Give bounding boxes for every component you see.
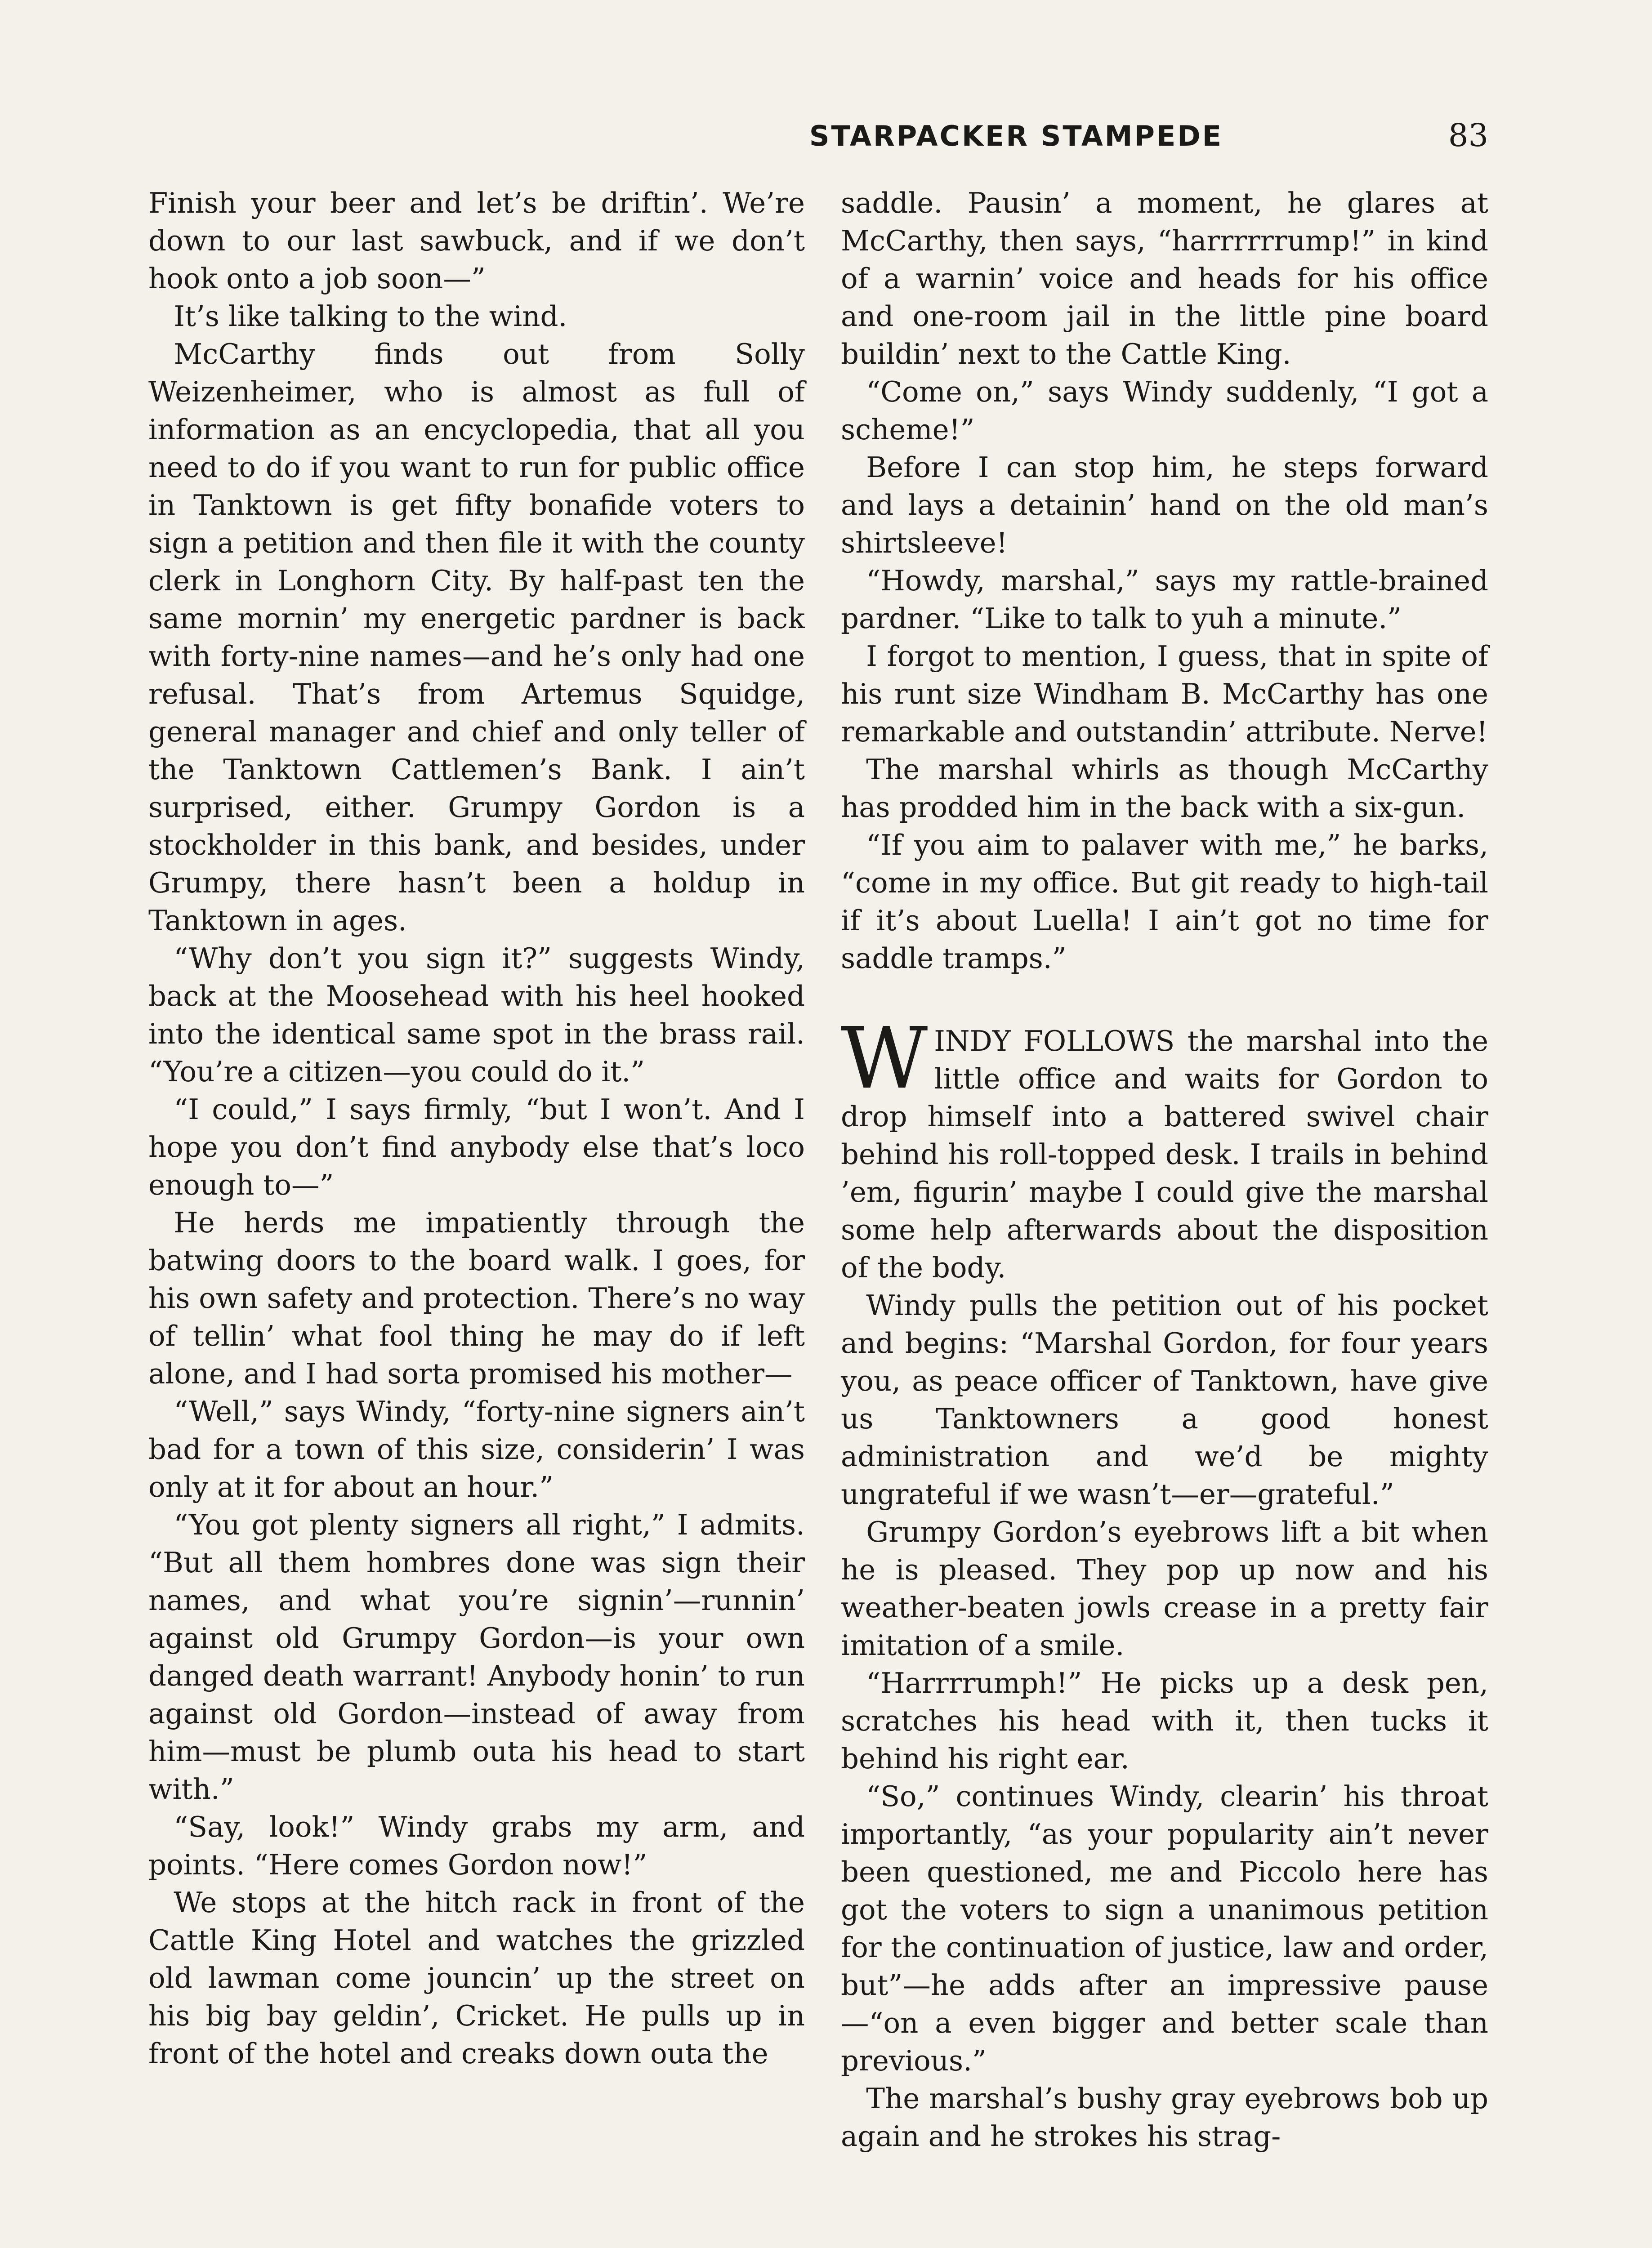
paragraph: “So,” continues Windy, clearin’ his throat importantly, “as your popularity ain’t never been questioned, me and Piccolo here has got the voters to sign a unanimous petition for the continuation of justice, law and order, but”—he adds after an impressive pause—“on a even bigger and better scale than previous.”: [841, 1780, 1488, 2077]
right-column: [841, 184, 1488, 2155]
paragraph: “Say, look!” Windy grabs my arm, and points. “Here comes Gordon now!”: [148, 1811, 805, 1881]
paragraph: Windy pulls the petition out of his pocket and begins: “Marshal Gordon, for four years you, as peace officer of Tanktown, have give us Tanktowners a good honest administration and we’d be mighty ungrateful if we wasn’t—er—grateful.”: [841, 1289, 1488, 1511]
paragraph: “Why don’t you sign it?” suggests Windy, back at the Moosehead with his heel hooked into the identical same spot in the brass rail. “You’re a citizen—you could do it.”: [148, 942, 805, 1088]
page-number: 83: [1448, 117, 1488, 154]
paragraph: McCarthy finds out from Solly Weizenheimer, who is almost as full of information as an encyclopedia, that all you need to do if you want to run for public office in Tanktown is get fifty bonafide voters to sign a petition and then file it with the county clerk in Longhorn City. By half-past ten the same mornin’ my energetic pardner is back with forty-nine names—and he’s only had one refusal. That’s from Artemus Squidge, general manager and chief and only teller of the Tanktown Cattlemen’s Bank. I ain’t surprised, either. Grumpy Gordon is a stockholder in this bank, and besides, under Grumpy, there hasn’t been a holdup in Tanktown in ages.: [148, 338, 805, 937]
left-column: [148, 184, 805, 2073]
paragraph: Before I can stop him, he steps forward and lays a detainin’ hand on the old man’s shirtsleeve!: [841, 451, 1488, 559]
paragraph: “Well,” says Windy, “forty-nine signers ain’t bad for a town of this size, considerin’ I was only at it for about an hour.”: [148, 1395, 805, 1503]
paragraph: I forgot to mention, I guess, that in spite of his runt size Windham B. McCarthy has one remarkable and outstandin’ attribute. Nerve!: [841, 640, 1488, 748]
paragraph: It’s like talking to the wind.: [174, 300, 567, 333]
paragraph: “Come on,” says Windy suddenly, “I got a scheme!”: [841, 375, 1488, 446]
opening-text: INDY FOLLOWS the marshal into the little office and waits for Gordon to drop himself into a battered swivel chair behind his roll-topped desk. I trails in behind ’em, figurin’ maybe I could give the marshal some help afterwards about the disposition of the body.: [841, 1025, 1488, 1284]
paragraph: He herds me impatiently through the batwing doors to the board walk. I goes, for his own safety and protection. There’s no way of tellin’ what fool thing he may do if left alone, and I had sorta promised his mother—: [148, 1206, 805, 1390]
paragraph: “You got plenty signers all right,” I admits. “But all them hombres done was sign their names, and what you’re signin’—runnin’ against old Grumpy Gordon—is your own danged death warrant! Anybody honin’ to run against old Gordon—instead of away from him—must be plumb outa his head to start with.”: [148, 1508, 805, 1806]
paragraph: “Howdy, marshal,” says my rattle-brained pardner. “Like to talk to yuh a minute.”: [841, 564, 1488, 635]
running-title: STARPACKER STAMPEDE: [809, 120, 1223, 152]
paragraph: “If you aim to palaver with me,” he barks, “come in my office. But git ready to high-tail if it’s about Luella! I ain’t got no time for saddle tramps.”: [841, 829, 1488, 975]
drop-cap: W: [841, 1009, 928, 1108]
section-opening-paragraph: [841, 1009, 1488, 1287]
paragraph: The marshal’s bushy gray eyebrows bob up again and he strokes his strag-: [841, 2082, 1488, 2153]
paragraph: saddle. Pausin’ a moment, he glares at McCarthy, then says, “harrrrrrump!” in kind of a warnin’ voice and heads for his office and one-room jail in the little pine board buildin’ next to the Cattle King.: [841, 187, 1488, 370]
paragraph: We stops at the hitch rack in front of the Cattle King Hotel and watches the grizzled old lawman come jouncin’ up the street on his big bay geldin’, Cricket. He pulls up in front of the hotel and creaks down outa the: [148, 1886, 805, 2070]
paragraph: Grumpy Gordon’s eyebrows lift a bit when he is pleased. They pop up now and his weather-beaten jowls crease in a pretty fair imitation of a smile.: [841, 1516, 1488, 1662]
paragraph: “Harrrrumph!” He picks up a desk pen, scratches his head with it, then tucks it behind his right ear.: [841, 1667, 1488, 1775]
paragraph: Finish your beer and let’s be driftin’. We’re down to our last sawbuck, and if we don’t hook onto a job soon—”: [148, 187, 805, 295]
paragraph: “I could,” I says firmly, “but I won’t. And I hope you don’t find anybody else that’s loco enough to—”: [148, 1093, 805, 1201]
paragraph: The marshal whirls as though McCarthy has prodded him in the back with a six-gun.: [841, 753, 1488, 824]
